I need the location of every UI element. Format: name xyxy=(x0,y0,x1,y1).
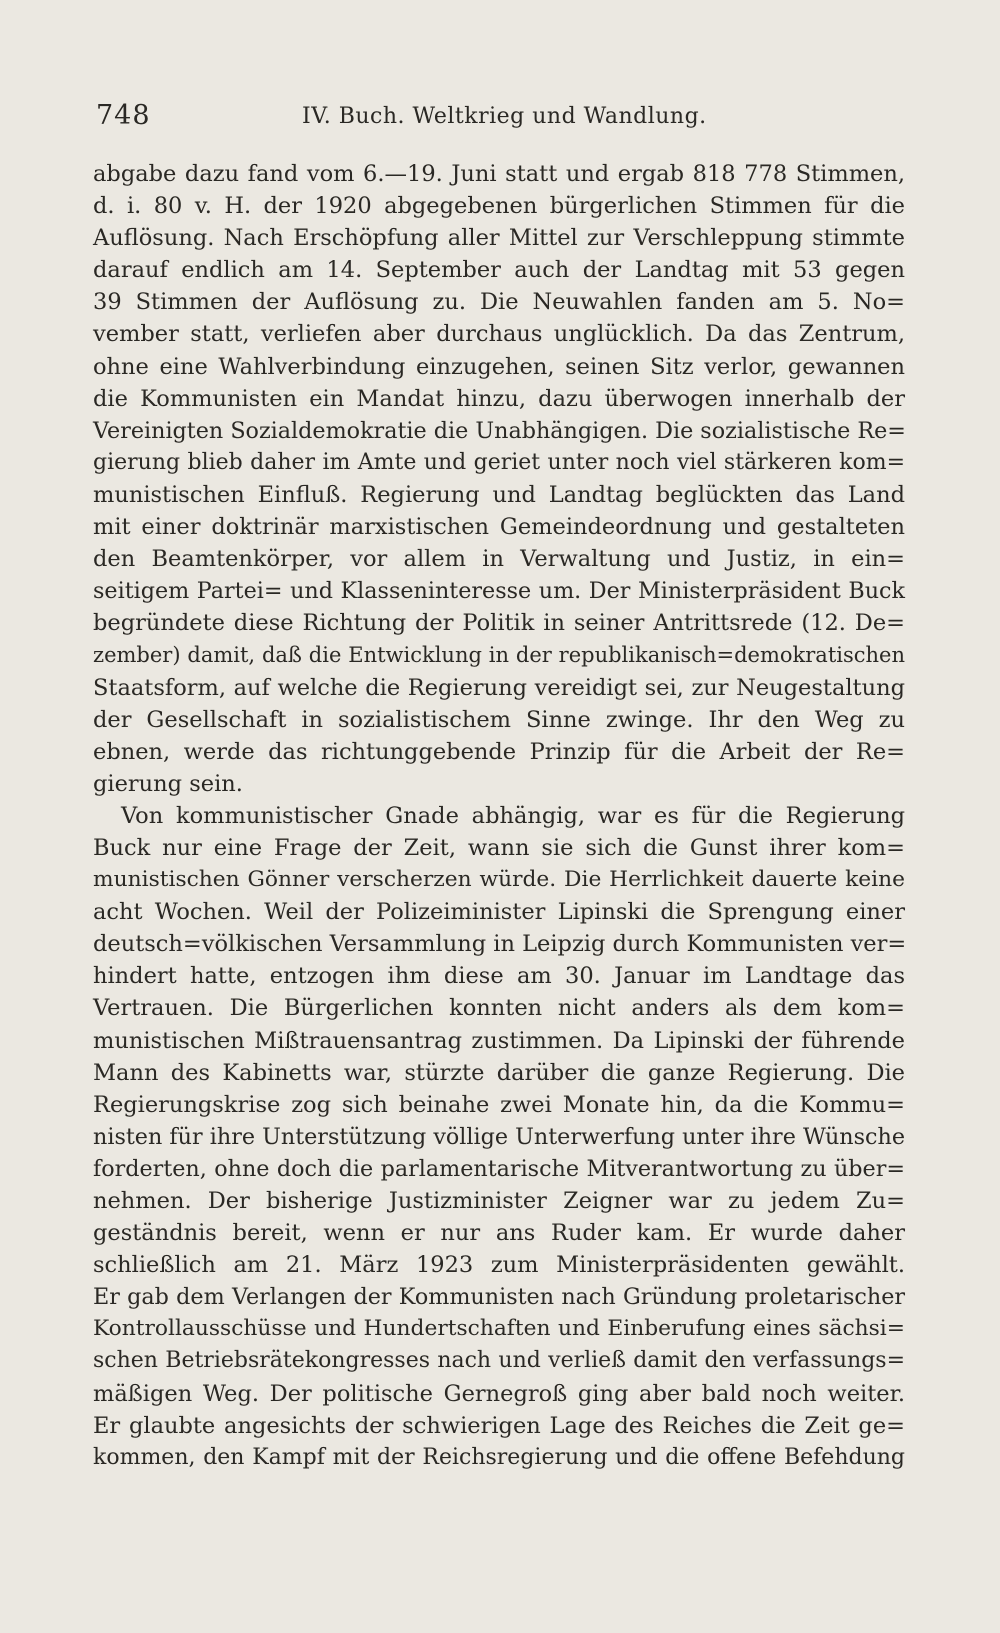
text-line: Vereinigten Sozialdemokratie die Unabhängigen. Die sozialistische Re= xyxy=(93,417,906,444)
text-line: ohne eine Wahlverbindung einzugehen, seinen Sitz verlor, gewannen xyxy=(93,353,905,380)
text-line: munistischen Gönner verscherzen würde. Die Herrlichkeit dauerte keine xyxy=(93,867,905,893)
text-line: schen Betriebsrätekongresses nach und verließ damit den verfassungs= xyxy=(93,1348,905,1374)
text-line: Buck nur eine Frage der Zeit, wann sie sich die Gunst ihrer kom= xyxy=(93,834,905,861)
running-head: IV. Buch. Weltkrieg und Wandlung. xyxy=(302,104,707,129)
text-line: mit einer doktrinär marxistischen Gemeindeordnung und gestalteten xyxy=(93,514,905,541)
text-line: der Gesellschaft in sozialistischem Sinne zwinge. Ihr den Weg zu xyxy=(93,706,905,733)
text-line: begründete diese Richtung der Politik in seiner Antrittsrede (12. De= xyxy=(93,610,905,637)
text-line: munistischen Einfluß. Regierung und Landtag beglückten das Land xyxy=(93,481,905,508)
text-line: Er gab dem Verlangen der Kommunisten nach Gründung proletarischer xyxy=(93,1284,905,1311)
text-line: Staatsform, auf welche die Regierung vereidigt sei, zur Neugestaltung xyxy=(93,674,905,701)
text-line: Regierungskrise zog sich beinahe zwei Monate hin, da die Kommu= xyxy=(93,1091,905,1118)
paragraph-last-line: gierung sein. xyxy=(93,770,243,797)
text-line: 39 Stimmen der Auflösung zu. Die Neuwahlen fanden am 5. No= xyxy=(93,289,905,316)
text-line: Kontrollausschüsse und Hundertschaften und Einberufung eines sächsi= xyxy=(93,1316,905,1342)
body-text xyxy=(93,158,905,1474)
text-line: geständnis bereit, wenn er nur ans Ruder kam. Er wurde daher xyxy=(93,1220,905,1247)
text-line: Auflösung. Nach Erschöpfung aller Mittel zur Verschleppung stimmte xyxy=(93,225,905,252)
text-line: seitigem Partei= und Klasseninteresse um. Der Ministerpräsident Buck xyxy=(93,578,905,605)
text-line: Vertrauen. Die Bürgerlichen konnten nicht anders als dem kom= xyxy=(93,995,905,1022)
text-line: forderten, ohne doch die parlamentarische Mitverantwortung zu über= xyxy=(93,1155,905,1182)
text-line: nisten für ihre Unterstützung völlige Unterwerfung unter ihre Wünsche xyxy=(93,1123,905,1150)
text-line: gierung blieb daher im Amte und geriet unter noch viel stärkeren kom= xyxy=(93,449,905,475)
text-line: den Beamtenkörper, vor allem in Verwaltung und Justiz, in ein= xyxy=(93,546,905,573)
text-line: nehmen. Der bisherige Justizminister Zeigner war zu jedem Zu= xyxy=(93,1188,905,1214)
text-line: acht Wochen. Weil der Polizeiminister Lipinski die Sprengung einer xyxy=(93,899,905,926)
text-line: Mann des Kabinetts war, stürzte darüber die ganze Regierung. Die xyxy=(93,1059,905,1086)
text-line: vember statt, verliefen aber durchaus unglücklich. Da das Zentrum, xyxy=(93,321,905,348)
page-number: 748 xyxy=(96,100,151,131)
text-line: munistischen Mißtrauensantrag zustimmen. Da Lipinski der führende xyxy=(93,1027,905,1054)
text-line: deutsch=völkischen Versammlung in Leipzig durch Kommunisten ver= xyxy=(93,931,907,958)
text-line: Er glaubte angesichts der schwierigen Lage des Reiches die Zeit ge= xyxy=(93,1412,905,1439)
text-line: zember) damit, daß die Entwicklung in der republikanisch=demokratischen xyxy=(93,643,905,668)
text-line: d. i. 80 v. H. der 1920 abgegebenen bürgerlichen Stimmen für die xyxy=(93,193,905,220)
paragraph-first-line: Von kommunistischer Gnade abhängig, war es für die Regierung xyxy=(121,802,905,829)
text-line: darauf endlich am 14. September auch der Landtag mit 53 gegen xyxy=(93,257,905,284)
text-line: schließlich am 21. März 1923 zum Ministerpräsidenten gewählt. xyxy=(93,1252,905,1279)
text-line: abgabe dazu fand vom 6.—19. Juni statt und ergab 818 778 Stimmen, xyxy=(93,161,905,187)
page-header xyxy=(96,100,904,144)
text-line: mäßigen Weg. Der politische Gernegroß ging aber bald noch weiter. xyxy=(93,1380,905,1407)
text-line: kommen, den Kampf mit der Reichsregierung und die offene Befehdung xyxy=(93,1444,905,1470)
text-line: ebnen, werde das richtunggebende Prinzip für die Arbeit der Re= xyxy=(93,738,905,765)
text-line: hindert hatte, entzogen ihm diese am 30. Januar im Landtage das xyxy=(93,963,905,990)
text-line: die Kommunisten ein Mandat hinzu, dazu überwogen innerhalb der xyxy=(93,385,905,412)
